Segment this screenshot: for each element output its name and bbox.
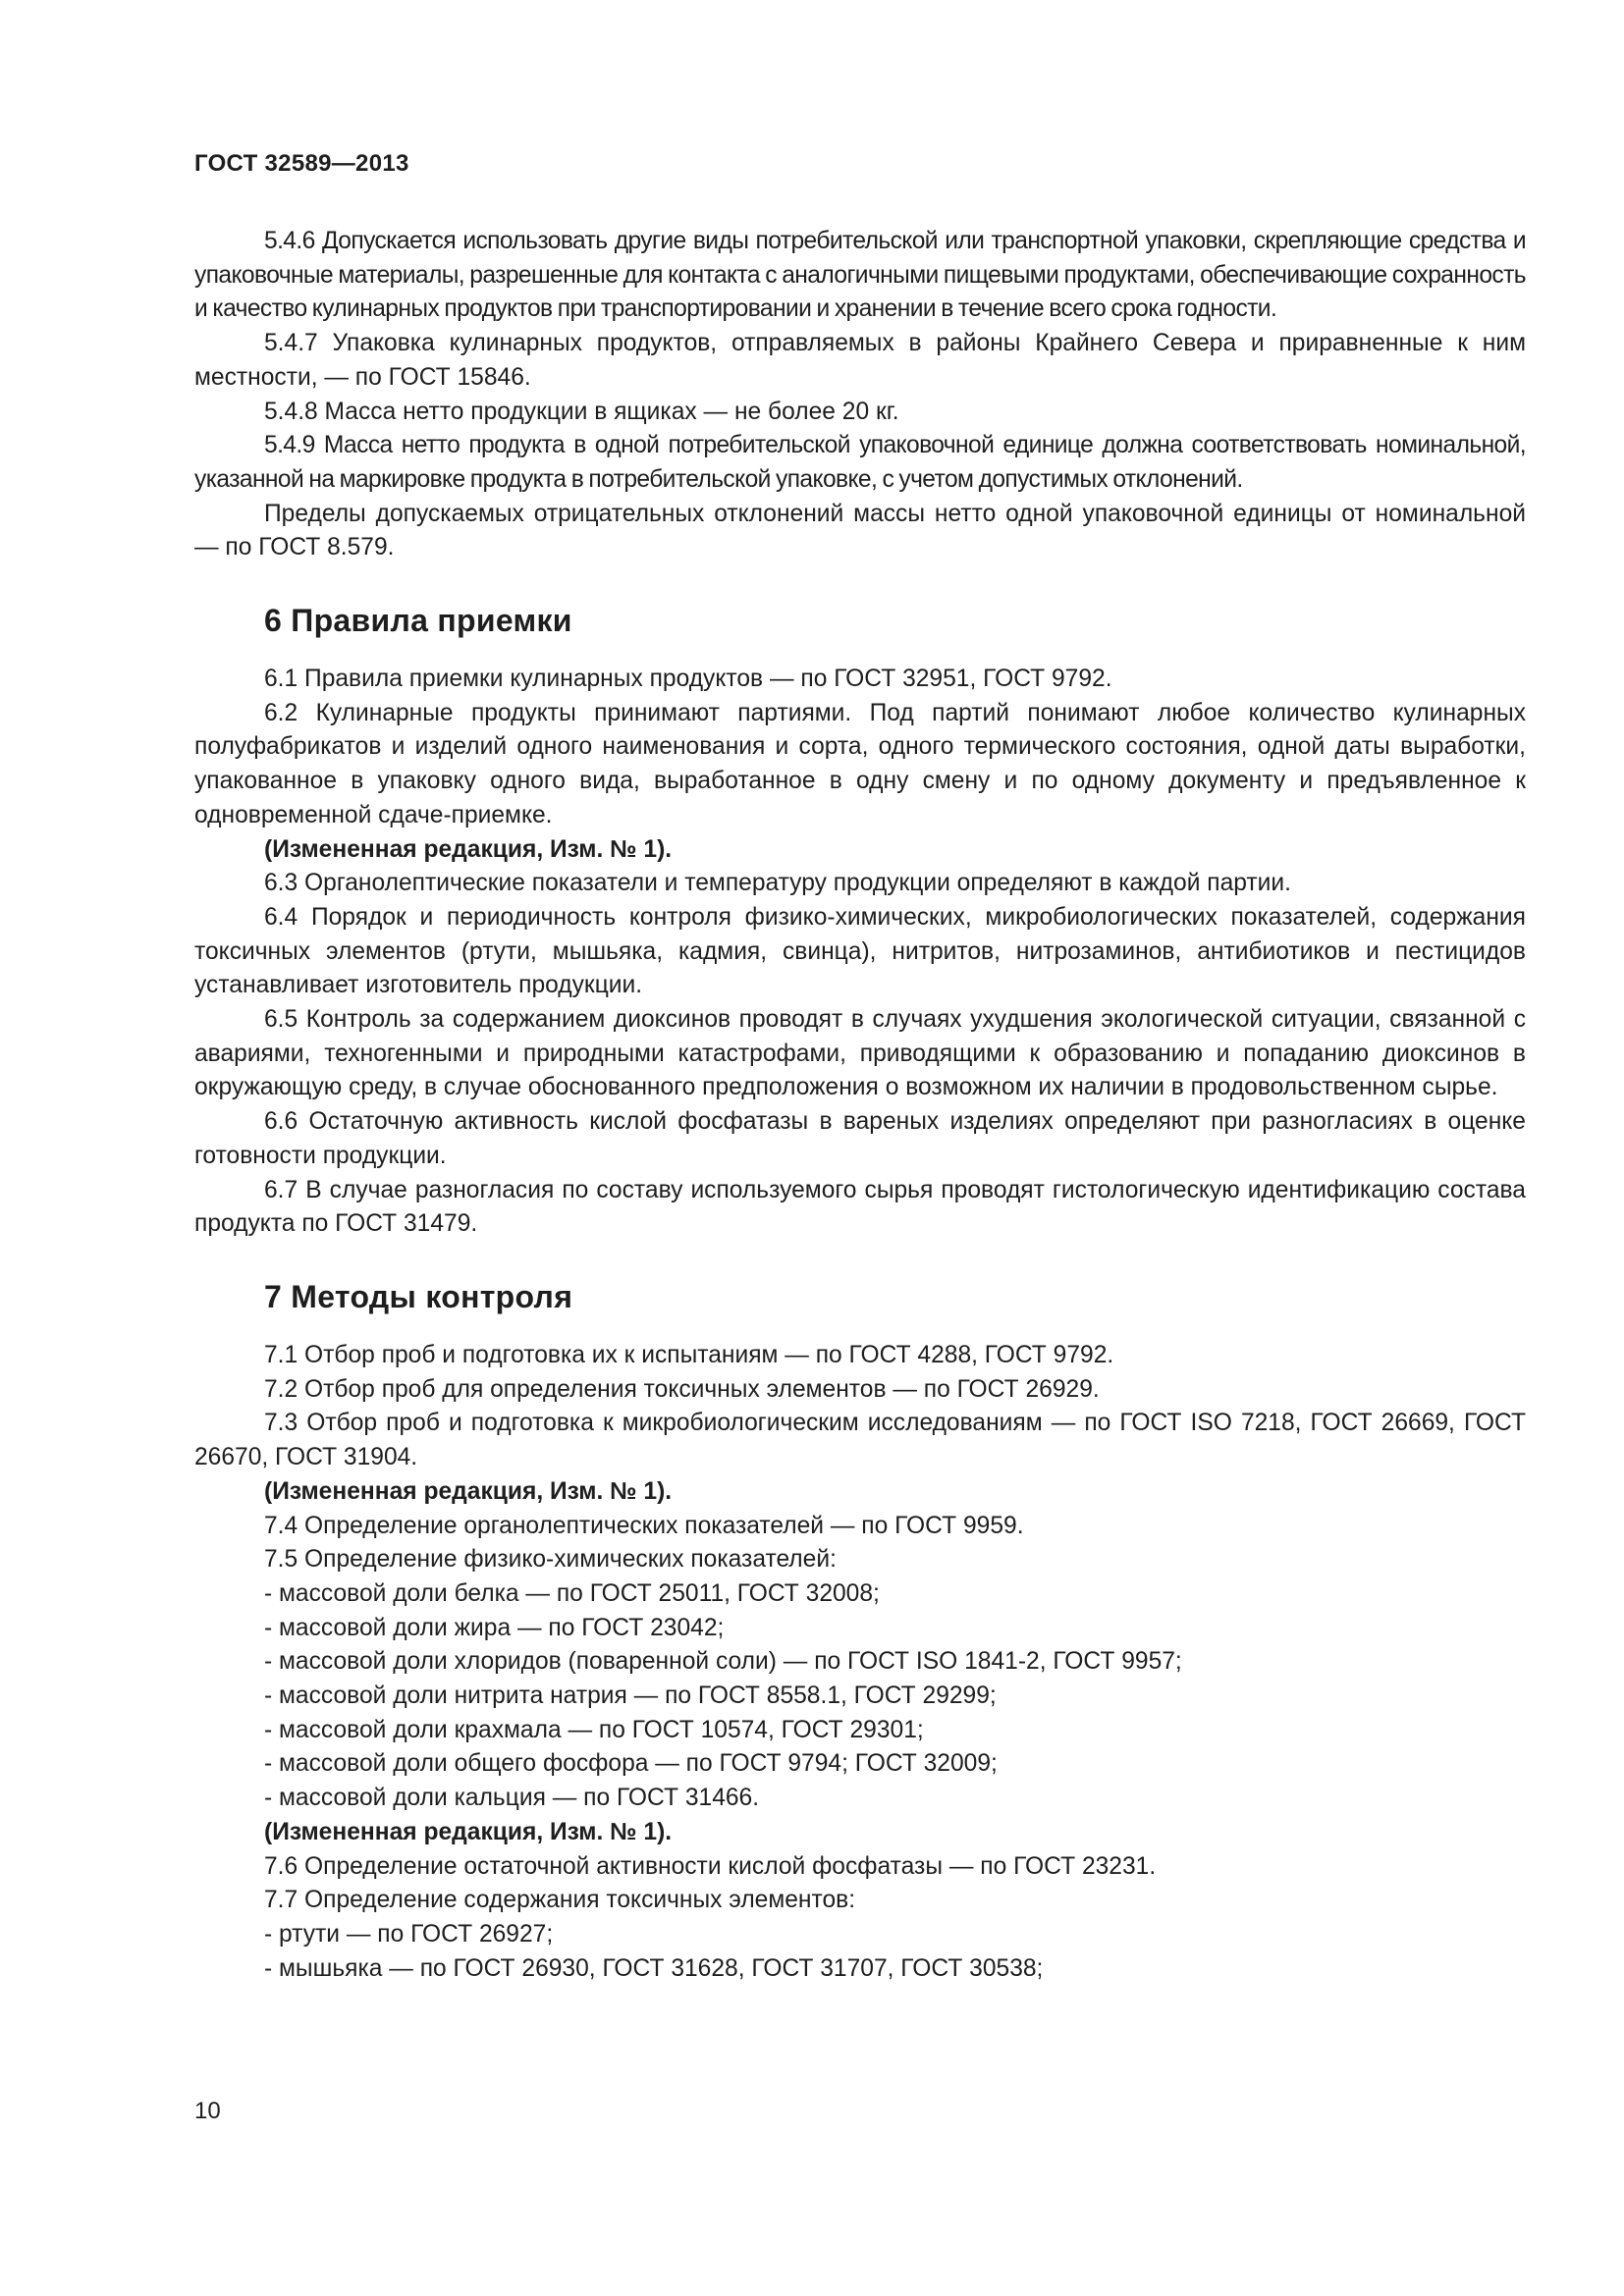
paragraph-7-6: 7.6 Определение остаточной активности кислой фосфатазы — по ГОСТ 23231. [264,1852,1157,1880]
section-6-heading: 6 Правила приемки [264,603,572,639]
list-item: - массовой доли белка — по ГОСТ 25011, ГОСТ 32008; [264,1579,880,1607]
list-item: - массовой доли кальция — по ГОСТ 31466. [264,1785,760,1812]
paragraph-7-4: 7.4 Определение органолептических показателей — по ГОСТ 9959. [264,1512,1024,1539]
amendment-note: (Измененная редакция, Изм. № 1). [264,1818,673,1845]
page-number: 10 [194,2098,221,2124]
list-item: - массовой доли жира — по ГОСТ 23042; [264,1614,725,1641]
paragraph-6-7: 6.7 В случае разногласия по составу используемого сырья проводят гистологическую идентификацию состава продукта по ГОСТ 31479. [194,1176,1526,1238]
paragraph-5-4-7: 5.4.7 Упаковка кулинарных продуктов, отправляемых в районы Крайнего Севера и приравненные к ним местности, — по ГОСТ 15846. [194,330,1526,391]
page-body [194,225,1526,1986]
paragraph-7-3: 7.3 Отбор проб и подготовка к микробиологическим исследованиям — по ГОСТ ISO 7218, ГОСТ 26669, ГОСТ 26670, ГОСТ 31904. [194,1410,1526,1471]
paragraph-6-5: 6.5 Контроль за содержанием диоксинов проводят в случаях ухудшения экологической ситуации, связанной с авариями, техногенными и природными катастрофами, приводящими к образованию и попаданию диоксинов в окружающую среду, в случае обоснованного предположения о возможном их наличии в продовольственном сырье. [194,1006,1526,1101]
paragraph-5-4-6: 5.4.6 Допускается использовать другие виды потребительской или транспортной упаковки, скрепляющие средства и упаковочные материалы, разрешенные для контакта с аналогичными пищевыми продуктами, обеспечивающие сохранность и качество кулинарных продуктов при транспортировании и хранении в течение всего срока годности. [194,228,1526,323]
paragraph-7-2: 7.2 Отбор проб для определения токсичных элементов — по ГОСТ 26929. [264,1375,1100,1403]
list-item: - мышьяка — по ГОСТ 26930, ГОСТ 31628, ГОСТ 31707, ГОСТ 30538; [264,1954,1044,1982]
amendment-note: (Измененная редакция, Изм. № 1). [264,835,673,863]
paragraph-6-1: 6.1 Правила приемки кулинарных продуктов — по ГОСТ 32951, ГОСТ 9792. [264,666,1112,693]
paragraph-6-4: 6.4 Порядок и периодичность контроля физико-химических, микробиологических показателей, содержания токсичных элементов (ртути, мышьяка, кадмия, свинца), нитритов, нитрозаминов, антибиотиков и пестицидов устанавливает изготовитель продукции. [194,903,1526,999]
paragraph-5-4-9-limits: Пределы допускаемых отрицательных отклонений массы нетто одной упаковочной единицы от номинальной — по ГОСТ 8.579. [194,500,1526,561]
paragraph-5-4-9: 5.4.9 Масса нетто продукта в одной потребительской упаковочной единице должна соответствовать номинальной, указанной на маркировке продукта в потребительской упаковке, с учетом допустимых отклонений. [194,432,1526,493]
document-header: ГОСТ 32589—2013 [194,150,409,177]
list-item: - массовой доли общего фосфора — по ГОСТ 9794; ГОСТ 32009; [264,1750,998,1778]
amendment-note: (Измененная редакция, Изм. № 1). [264,1477,673,1505]
paragraph-7-5: 7.5 Определение физико-химических показателей: [264,1546,837,1574]
paragraph-6-2: 6.2 Кулинарные продукты принимают партиями. Под партий понимают любое количество кулинарных полуфабрикатов и изделий одного наименования и сорта, одного термического состояния, одной даты выработки, упакованное в упаковку одного вида, выработанное в одну смену и по одному документу и предъявленное к одновременной сдаче-приемке. [194,699,1526,828]
list-item: - ртути — по ГОСТ 26927; [264,1920,554,1948]
list-item: - массовой доли хлоридов (поваренной соли) — по ГОСТ ISO 1841-2, ГОСТ 9957; [264,1648,1182,1676]
paragraph-6-3: 6.3 Органолептические показатели и температуру продукции определяют в каждой партии. [264,870,1291,897]
paragraph-7-1: 7.1 Отбор проб и подготовка их к испытаниям — по ГОСТ 4288, ГОСТ 9792. [264,1341,1114,1368]
paragraph-7-7: 7.7 Определение содержания токсичных элементов: [264,1887,856,1914]
paragraph-6-6: 6.6 Остаточную активность кислой фосфатазы в вареных изделиях определяют при разногласиях в оценке готовности продукции. [194,1108,1526,1169]
paragraph-5-4-8: 5.4.8 Масса нетто продукции в ящиках — не более 20 кг. [264,398,899,425]
section-7-heading: 7 Методы контроля [264,1278,573,1314]
list-item: - массовой доли крахмала — по ГОСТ 10574, ГОСТ 29301; [264,1716,924,1743]
list-item: - массовой доли нитрита натрия — по ГОСТ 8558.1, ГОСТ 29299; [264,1682,997,1710]
